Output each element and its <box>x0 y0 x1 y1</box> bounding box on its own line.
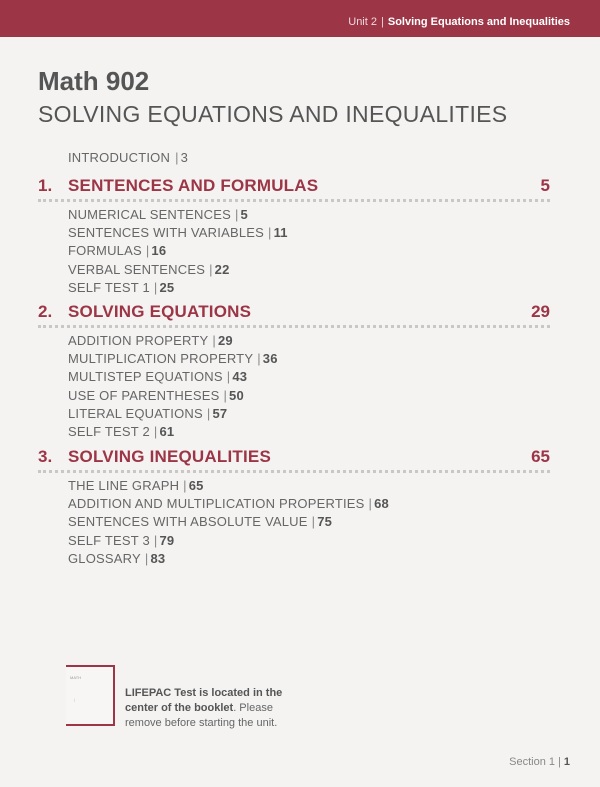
running-header <box>348 16 570 28</box>
toc-item[interactable]: SENTENCES WITH VARIABLES | 11 <box>68 225 288 241</box>
toc-item[interactable]: LITERAL EQUATIONS | 57 <box>68 405 228 421</box>
item-page: 5 <box>240 207 248 222</box>
toc-item[interactable]: MULTISTEP EQUATIONS | 43 <box>68 369 248 385</box>
section-title: SOLVING EQUATIONS <box>68 302 252 321</box>
section-number: 3. <box>38 447 53 466</box>
section-heading[interactable] <box>38 447 550 473</box>
intro-page: 3 <box>180 150 189 165</box>
item-label: SELF TEST 3 <box>68 532 150 548</box>
section-number: 1. <box>38 176 53 195</box>
toc-item[interactable]: VERBAL SENTENCES | 22 <box>68 261 230 277</box>
section-page: 65 <box>531 447 550 466</box>
item-label: MULTISTEP EQUATIONS <box>68 369 223 385</box>
item-page: 57 <box>212 405 228 421</box>
toc-item[interactable]: SELF TEST 1 | 25 <box>68 279 175 295</box>
booklet-thumbnail-label: MATH <box>70 675 82 680</box>
item-label: ADDITION AND MULTIPLICATION PROPERTIES <box>68 496 365 512</box>
item-page: 50 <box>229 387 244 403</box>
item-page: 16 <box>151 243 167 259</box>
item-page: 75 <box>317 514 333 530</box>
footer-page-number: 1 <box>563 756 570 768</box>
section-title: SENTENCES AND FORMULAS <box>68 176 319 195</box>
item-page: 61 <box>159 423 175 439</box>
toc-item[interactable]: ADDITION PROPERTY | 29 <box>68 333 233 348</box>
item-label: THE LINE GRAPH <box>68 478 180 493</box>
section-items <box>68 206 550 297</box>
footer-label: Section 1 <box>509 756 556 768</box>
unit-title: SOLVING EQUATIONS AND INEQUALITIES <box>38 101 508 127</box>
item-label: SENTENCES WITH VARIABLES <box>68 225 264 241</box>
toc-item[interactable]: MULTIPLICATION PROPERTY | 36 <box>68 351 278 367</box>
item-page: 11 <box>273 225 288 241</box>
item-page: 29 <box>217 333 233 348</box>
toc-item[interactable]: FORMULAS | 16 <box>68 243 167 259</box>
toc-introduction[interactable]: INTRODUCTION | 3 <box>68 150 189 165</box>
page-footer <box>509 756 570 768</box>
item-label: LITERAL EQUATIONS <box>68 405 203 421</box>
item-label: GLOSSARY <box>68 550 141 566</box>
header-unit: Unit 2 <box>348 16 377 28</box>
intro-label: INTRODUCTION <box>68 150 171 165</box>
toc-section-1 <box>38 176 550 297</box>
toc-item[interactable]: SENTENCES WITH ABSOLUTE VALUE | 75 <box>68 514 333 530</box>
section-number: 2. <box>38 302 53 321</box>
item-label: SELF TEST 1 <box>68 279 150 295</box>
item-page: 68 <box>374 496 389 512</box>
item-label: USE OF PARENTHESES <box>68 387 220 403</box>
booklet-thumbnail-mark: | <box>74 697 76 702</box>
item-page: 79 <box>159 532 175 548</box>
note-bold: LIFEPAC Test is located in the center of the booklet <box>125 687 283 714</box>
section-heading[interactable] <box>38 302 550 328</box>
item-page: 43 <box>232 369 248 385</box>
note-rest: . Please remove before starting the unit. <box>125 702 278 729</box>
booklet-thumbnail <box>66 665 115 726</box>
item-label: NUMERICAL SENTENCES <box>68 207 231 222</box>
item-page: 22 <box>214 261 230 277</box>
item-page: 83 <box>150 550 166 566</box>
section-heading[interactable] <box>38 176 550 202</box>
item-label: ADDITION PROPERTY <box>68 333 209 348</box>
toc-item[interactable]: THE LINE GRAPH | 65 <box>68 478 204 493</box>
toc-item[interactable]: USE OF PARENTHESES | 50 <box>68 387 244 403</box>
header-separator: | <box>381 16 384 28</box>
toc-item[interactable]: ADDITION AND MULTIPLICATION PROPERTIES | 68 <box>68 496 389 512</box>
item-page: 36 <box>262 351 278 367</box>
section-page: 5 <box>540 176 550 195</box>
item-label: SENTENCES WITH ABSOLUTE VALUE <box>68 514 308 530</box>
item-label: VERBAL SENTENCES <box>68 261 206 277</box>
toc-item[interactable]: GLOSSARY | 83 <box>68 550 166 566</box>
section-items <box>68 477 550 568</box>
course-title: Math 902 <box>38 66 150 96</box>
section-title: SOLVING INEQUALITIES <box>68 447 271 466</box>
toc-section-3 <box>38 447 550 568</box>
toc-section-2 <box>38 302 550 441</box>
item-page: 65 <box>188 478 204 493</box>
item-label: MULTIPLICATION PROPERTY <box>68 351 254 367</box>
toc-item[interactable]: SELF TEST 2 | 61 <box>68 423 175 439</box>
footer-separator: | <box>558 756 561 768</box>
section-items <box>68 332 550 441</box>
item-label: FORMULAS <box>68 243 142 259</box>
lifepac-note <box>125 686 300 731</box>
header-title: Solving Equations and Inequalities <box>387 16 570 28</box>
item-label: SELF TEST 2 <box>68 423 150 439</box>
section-page: 29 <box>531 302 550 321</box>
toc-item[interactable]: NUMERICAL SENTENCES | 5 <box>68 207 248 222</box>
item-page: 25 <box>159 279 175 295</box>
toc-item[interactable]: SELF TEST 3 | 79 <box>68 532 175 548</box>
